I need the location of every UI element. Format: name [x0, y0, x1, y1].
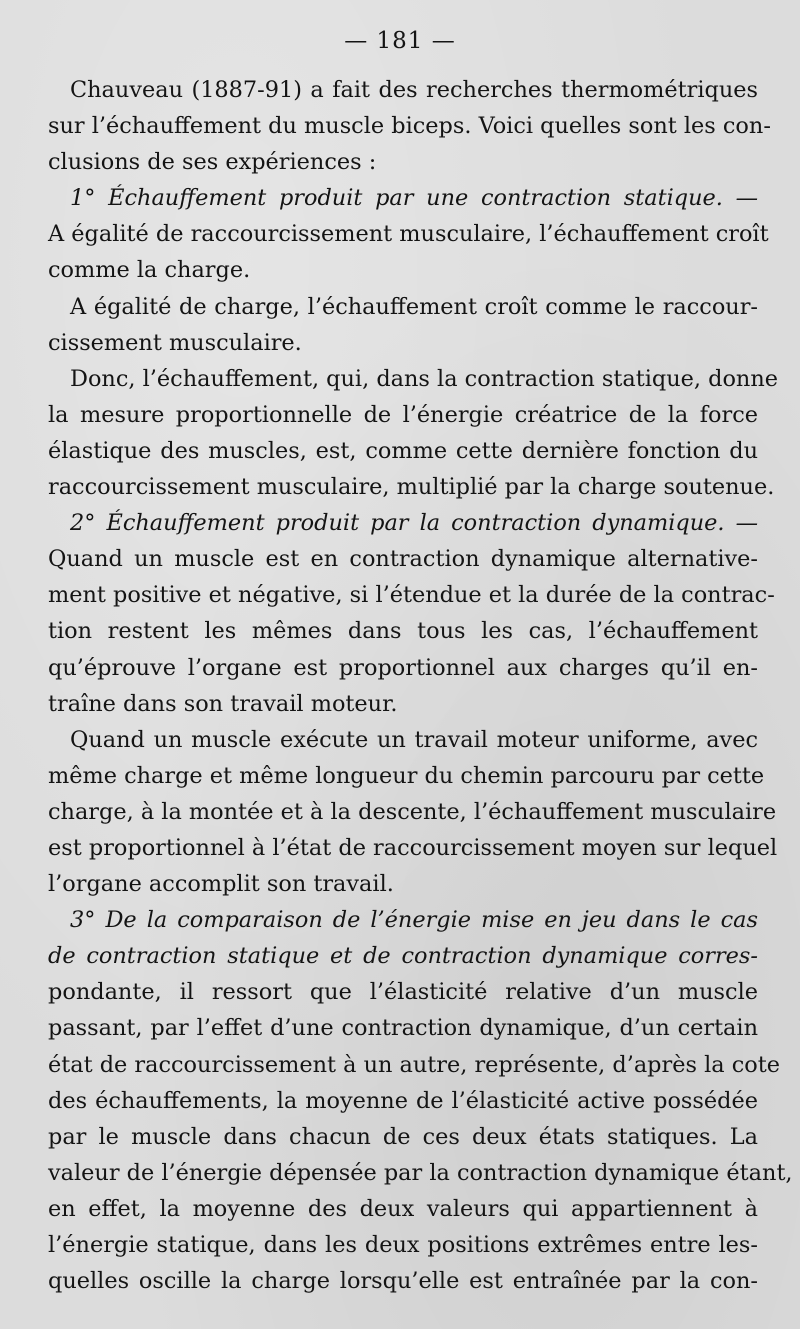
text-line: 2° Échauffement produit par la contraction dynamique. — — [70, 510, 758, 537]
text-line: pondante, il ressort que l’élasticité relative d’un muscle — [48, 979, 758, 1006]
text-line: l’énergie statique, dans les deux positions extrêmes entre les- — [48, 1232, 758, 1258]
text-line: 1° Échauffement produit par une contraction statique. — — [70, 185, 758, 212]
text-line: A égalité de charge, l’échauffement croît comme le raccour- — [70, 293, 758, 320]
text-line: traîne dans son travail moteur. — [48, 690, 398, 717]
text-line: Chauveau (1887-91) a fait des recherches thermométriques — [70, 77, 758, 103]
body-text — [48, 72, 793, 1299]
text-line: comme la charge. — [48, 257, 251, 284]
text-line: ment positive et négative, si l’étendue et la durée de la contrac- — [48, 582, 775, 609]
text-line: élastique des muscles, est, comme cette dernière fonction du — [48, 437, 758, 464]
text-line: qu’éprouve l’organe est proportionnel aux charges qu’il en- — [48, 654, 758, 681]
text-line: passant, par l’effet d’une contraction dynamique, d’un certain — [48, 1015, 758, 1042]
text-line: raccourcissement musculaire, multiplié par la charge soutenue. — [48, 474, 775, 501]
text-line: même charge et même longueur du chemin parcouru par cette — [48, 762, 765, 789]
text-line: en effet, la moyenne des deux valeurs qui appartiennent à — [48, 1195, 758, 1222]
text-line: charge, à la montée et à la descente, l’échauffement musculaire — [48, 798, 777, 825]
text-line: Donc, l’échauffement, qui, dans la contraction statique, donne — [70, 365, 779, 392]
text-line: Quand un muscle est en contraction dynamique alternative- — [48, 546, 758, 573]
text-line: cissement musculaire. — [48, 329, 302, 356]
text-line: état de raccourcissement à un autre, représente, d’après la cote — [48, 1051, 780, 1078]
text-line: des échauffements, la moyenne de l’élasticité active possédée — [48, 1087, 758, 1114]
text-line: l’organe accomplit son travail. — [48, 871, 394, 898]
text-line: 3° De la comparaison de l’énergie mise en jeu dans le cas — [70, 907, 758, 934]
text-line: clusions de ses expériences : — [48, 149, 377, 176]
text-line: est proportionnel à l’état de raccourcissement moyen sur lequel — [48, 834, 778, 861]
text-line: sur l’échauffement du muscle biceps. Voici quelles sont les con- — [48, 113, 771, 140]
text-line: tion restent les mêmes dans tous les cas, l’échauffement — [48, 618, 758, 645]
text-line: Quand un muscle exécute un travail moteur uniforme, avec — [70, 726, 758, 753]
text-line: quelles oscille la charge lorsqu’elle est entraînée par la con- — [48, 1268, 758, 1295]
text-line: de contraction statique et de contraction dynamique corres- — [48, 943, 758, 970]
text-line: la mesure proportionnelle de l’énergie créatrice de la force — [48, 401, 758, 428]
page-number: — 181 — — [344, 28, 456, 54]
text-line: par le muscle dans chacun de ces deux états statiques. La — [48, 1123, 758, 1150]
text-line: A égalité de raccourcissement musculaire, l’échauffement croît — [48, 221, 769, 248]
text-line: valeur de l’énergie dépensée par la contraction dynamique étant, — [48, 1159, 793, 1186]
